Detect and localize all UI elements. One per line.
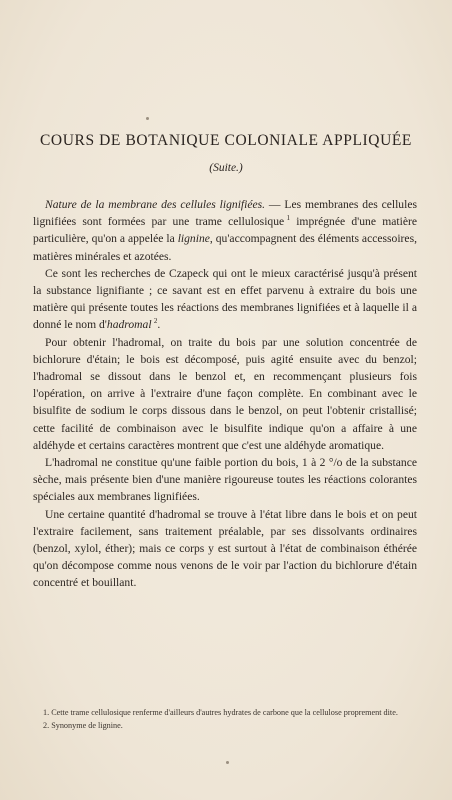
footnote-ref-1: 1 (286, 214, 290, 223)
page-title: COURS DE BOTANIQUE COLONIALE APPLIQUÉE (39, 132, 413, 149)
paragraph-2-text-a: Ce sont les recherches de Czapeck qui ont le mieux caractérisé jusqu'à présent la substance lignifiante ; ce savant est en effet parvenu à extraire du bois une matière qui présente toutes les réactions des membranes lignifiées et à laquelle il a donné le nom d' (33, 266, 417, 332)
section-lead: Nature de la membrane des cellules lignifiées. (45, 198, 266, 211)
paragraph-1-text-b: imprégnée d'une matière particulière, qu'on a appelée la (33, 215, 417, 246)
paragraph-2-text-b: . (157, 318, 161, 332)
page-subtitle: (Suite.) (209, 162, 243, 174)
paragraph-1-text-a: — Les membranes des cellules lignifiées sont formées par une trame cellulosique (33, 198, 417, 229)
paragraph-5: Une certaine quantité d'hadromal se trouve à l'état libre dans le bois et on peut l'extraire facilement, sans traitement préalable, par ses dissolvants ordinaires (benzol, xylol, éther); mais ce corps y est surtout à l'état de combinaison éthérée qu'on décompose comme nous venons de le voir par l'action du bichlorure d'étain concentré et bouillant. (33, 507, 417, 590)
paragraph-1-text-c: , qu'accompagnent des éléments accessoires, matières minérales et azotées. (33, 232, 417, 263)
paragraph-3: Pour obtenir l'hadromal, on traite du bois par une solution concentrée de bichlorure d'étain; le bois est décomposé, puis agité ensuite avec du benzol; l'hadromal se dissout dans le benzol et, en recommençant plusieurs fois l'opération, on arrive à l'extraire d'une façon complète. En combinant avec le bisulfite de sodium le corps dissous dans le benzol, on peut l'obtenir cristallisé; cette facilité de combinaison avec le bisulfite indique qu'on a affaire à une aldéhyde et certains caractères montrent que c'est une aldéhyde aromatique. (33, 335, 417, 452)
paper-speck (226, 761, 229, 764)
paragraph-4: L'hadromal ne constitue qu'une faible portion du bois, 1 à 2 °/o de la substance sèche, mais présente bien d'une manière rigoureuse toutes les réactions colorantes spéciales aux membranes lignifiées. (33, 456, 417, 504)
paragraph-1 (33, 196, 417, 265)
footnotes (33, 707, 417, 732)
footnote-2: 2. Synonyme de lignine. (43, 720, 123, 730)
paper-speck (146, 117, 149, 120)
article-body (33, 196, 417, 592)
footnote-ref-2: 2 (153, 317, 158, 326)
term-hadromal: hadromal (106, 318, 152, 332)
footnote-1: 1. Cette trame cellulosique renferme d'ailleurs d'autres hydrates de carbone que la cellulose proprement dite. (43, 708, 398, 717)
term-lignine: lignine (177, 232, 210, 246)
paragraph-2 (33, 265, 417, 334)
